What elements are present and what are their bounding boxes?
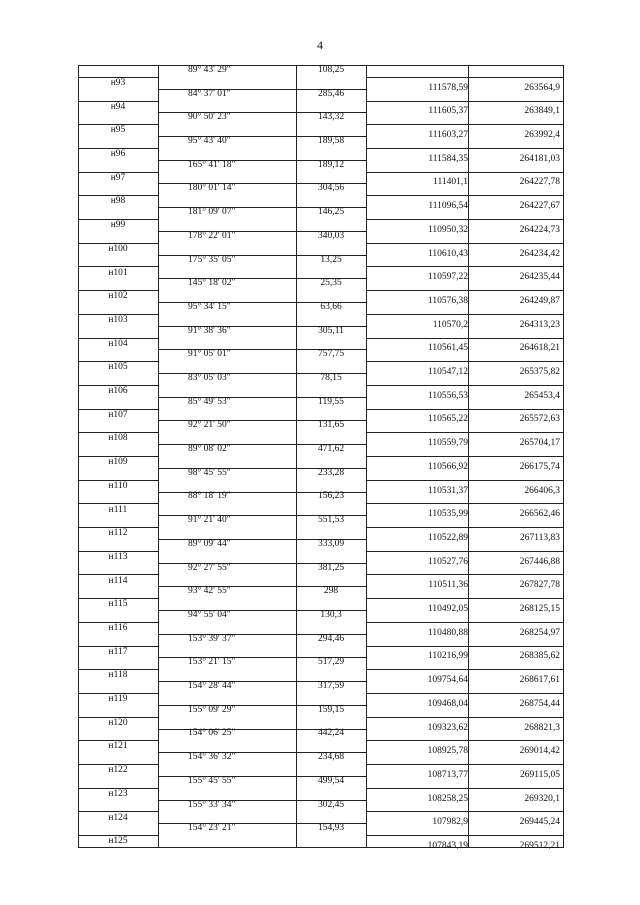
point-y: 264181,03 — [519, 154, 560, 164]
row-border — [366, 598, 564, 599]
point-name: н125 — [108, 836, 128, 846]
point-x: 110561,45 — [427, 343, 468, 353]
segment-distance: 302,45 — [317, 800, 345, 810]
point-name: н107 — [108, 410, 128, 420]
segment-angle: 84° 37' 01" — [188, 89, 231, 99]
point-y: 268821,3 — [524, 723, 560, 733]
row-border — [78, 811, 159, 812]
point-name: н96 — [110, 149, 126, 159]
point-y: 264249,87 — [519, 296, 560, 306]
point-x: 111605,37 — [428, 106, 468, 116]
segment-distance: 154,93 — [317, 823, 345, 833]
segment-distance: 757,75 — [317, 349, 345, 359]
point-y: 264227,78 — [519, 177, 560, 187]
segment-angle: 91° 38' 36" — [188, 326, 231, 336]
segment-angle: 154° 23' 21" — [188, 823, 236, 833]
segment-distance: 233,28 — [317, 468, 345, 478]
segment-angle: 181° 09' 07" — [188, 207, 236, 217]
segment-distance: 442,24 — [317, 728, 345, 738]
coordinates-table — [78, 65, 564, 851]
point-y: 264235,44 — [519, 272, 560, 282]
point-y: 269014,42 — [519, 746, 560, 756]
point-x: 110535,99 — [427, 509, 468, 519]
point-name: н109 — [108, 457, 128, 467]
segment-angle: 85° 49' 53" — [188, 397, 231, 407]
segment-distance: 471,62 — [317, 444, 345, 454]
point-x: 110610,43 — [427, 249, 468, 259]
point-y: 263564,9 — [524, 83, 560, 93]
row-border — [366, 740, 564, 741]
point-x: 109323,62 — [427, 723, 468, 733]
segment-distance: 130,3 — [320, 610, 342, 620]
point-name: н98 — [110, 196, 126, 206]
segment-distance: 333,09 — [317, 539, 345, 549]
point-name: н105 — [108, 362, 128, 372]
row-border — [366, 835, 564, 836]
point-name: н93 — [110, 78, 126, 88]
segment-angle: 153° 21' 15" — [188, 657, 236, 667]
segment-distance: 234,68 — [317, 752, 345, 762]
segment-distance: 499,54 — [317, 776, 345, 786]
point-name: н103 — [108, 315, 128, 325]
point-name: н99 — [110, 220, 126, 230]
point-y: 264618,21 — [519, 343, 560, 353]
point-name: н100 — [108, 244, 128, 254]
segment-distance: 146,25 — [317, 207, 345, 217]
point-name: н121 — [108, 741, 128, 751]
point-x: 111603,27 — [428, 130, 468, 140]
segment-angle: 145° 18' 02" — [188, 278, 236, 288]
point-name: н123 — [108, 789, 128, 799]
point-x: 110511,36 — [428, 580, 468, 590]
point-y: 268754,44 — [519, 699, 560, 709]
row-border — [366, 266, 564, 267]
segment-distance: 517,29 — [317, 657, 345, 667]
point-x: 111401,1 — [433, 177, 468, 187]
segment-angle: 89° 43' 29" — [188, 65, 231, 75]
point-y: 266562,46 — [519, 509, 560, 519]
point-y: 269115,05 — [519, 770, 560, 780]
segment-angle: 83° 05' 03" — [188, 373, 231, 383]
segment-angle: 91° 21' 40" — [188, 515, 231, 525]
segment-angle: 89° 08' 02" — [188, 444, 231, 454]
row-border — [78, 574, 159, 575]
point-x: 109468,04 — [427, 699, 468, 709]
row-border — [366, 622, 564, 623]
point-y: 265572,63 — [519, 414, 560, 424]
segment-angle: 95° 43' 40" — [188, 136, 231, 146]
segment-distance: 340,03 — [317, 231, 345, 241]
point-name: н111 — [108, 505, 128, 515]
point-y: 268385,62 — [519, 651, 560, 661]
point-y: 265453,4 — [524, 391, 560, 401]
segment-angle: 91° 05' 01" — [188, 349, 231, 359]
segment-distance: 131,65 — [317, 420, 345, 430]
point-x: 111584,35 — [428, 154, 468, 164]
segment-distance: 189,58 — [317, 136, 345, 146]
point-name: н124 — [108, 813, 128, 823]
segment-distance: 551,53 — [317, 515, 345, 525]
segment-angle: 98° 45' 55" — [188, 468, 231, 478]
point-x: 110492,05 — [427, 604, 468, 614]
point-name: н94 — [110, 102, 126, 112]
segment-angle: 178° 22' 01" — [188, 231, 236, 241]
row-border — [366, 646, 564, 647]
point-x: 110547,12 — [427, 367, 468, 377]
row-border — [366, 409, 564, 410]
point-name: н116 — [108, 623, 128, 633]
row-border — [366, 101, 564, 102]
point-name: н114 — [108, 576, 128, 586]
point-x: 110565,22 — [427, 414, 468, 424]
point-name: н101 — [108, 268, 128, 278]
point-name: н108 — [108, 433, 128, 443]
segment-angle: 92° 21' 50" — [188, 420, 231, 430]
point-y: 269512,21 — [519, 841, 560, 851]
row-border — [366, 243, 564, 244]
point-x: 109754,64 — [427, 675, 468, 685]
row-border — [366, 361, 564, 362]
point-name: н118 — [108, 670, 128, 680]
segment-distance: 305,11 — [318, 326, 344, 336]
point-name: н119 — [108, 694, 128, 704]
row-border — [366, 195, 564, 196]
segment-distance: 294,46 — [317, 634, 345, 644]
row-border — [366, 338, 564, 339]
row-border — [366, 314, 564, 315]
page-number: 4 — [317, 38, 323, 52]
row-border — [366, 717, 564, 718]
row-border — [366, 503, 564, 504]
segment-angle: 155° 09' 29" — [188, 705, 236, 715]
segment-distance: 285,46 — [317, 89, 345, 99]
point-x: 108713,77 — [427, 770, 468, 780]
segment-distance: 13,25 — [320, 255, 342, 265]
point-y: 267113,83 — [519, 533, 560, 543]
point-x: 111096,54 — [428, 201, 468, 211]
point-name: н110 — [108, 481, 128, 491]
point-y: 267827,78 — [519, 580, 560, 590]
segment-angle: 89° 09' 44" — [188, 539, 231, 549]
row-border — [366, 290, 564, 291]
row-border — [366, 480, 564, 481]
point-x: 110556,53 — [427, 391, 468, 401]
point-x: 107843,19 — [427, 841, 468, 851]
row-border — [366, 811, 564, 812]
row-border — [366, 172, 564, 173]
segment-angle: 90° 50' 23" — [188, 112, 231, 122]
point-y: 265704,17 — [519, 438, 560, 448]
segment-angle: 154° 36' 32" — [188, 752, 236, 762]
point-x: 110522,89 — [427, 533, 468, 543]
point-x: 111578,59 — [428, 83, 468, 93]
point-y: 268617,61 — [519, 675, 560, 685]
segment-distance: 298 — [323, 586, 339, 596]
point-x: 110216,99 — [427, 651, 468, 661]
segment-angle: 175° 35' 05" — [188, 255, 236, 265]
point-x: 110950,32 — [427, 225, 468, 235]
segment-distance: 304,56 — [317, 183, 345, 193]
point-y: 269445,24 — [519, 817, 560, 827]
point-name: н120 — [108, 718, 128, 728]
point-x: 110597,22 — [427, 272, 468, 282]
segment-distance: 25,35 — [320, 278, 342, 288]
segment-distance: 143,32 — [317, 112, 345, 122]
point-name: н117 — [108, 647, 128, 657]
segment-distance: 317,59 — [317, 681, 345, 691]
point-name: н102 — [108, 291, 128, 301]
row-border — [366, 551, 564, 552]
row-border — [366, 456, 564, 457]
point-y: 267446,88 — [519, 557, 560, 567]
point-name: н122 — [108, 765, 128, 775]
row-border — [366, 669, 564, 670]
point-y: 264227,67 — [519, 201, 560, 211]
point-x: 110576,38 — [427, 296, 468, 306]
row-border — [366, 148, 564, 149]
point-y: 266406,3 — [524, 486, 560, 496]
point-name: н115 — [108, 599, 128, 609]
point-x: 107982,9 — [432, 817, 468, 827]
row-border — [366, 432, 564, 433]
row-border — [78, 266, 159, 267]
point-x: 108925,78 — [427, 746, 468, 756]
point-name: н106 — [108, 386, 128, 396]
row-border — [366, 693, 564, 694]
segment-distance: 159,15 — [317, 705, 345, 715]
point-y: 264313,23 — [519, 320, 560, 330]
point-y: 265375,82 — [519, 367, 560, 377]
point-name: н95 — [110, 125, 126, 135]
segment-angle: 180° 01' 14" — [188, 183, 236, 193]
segment-angle: 94° 55' 04" — [188, 610, 231, 620]
row-border — [366, 124, 564, 125]
point-y: 268254,97 — [519, 628, 560, 638]
point-x: 110570,2 — [432, 320, 468, 330]
point-y: 264224,73 — [519, 225, 560, 235]
segment-angle: 165° 41' 18" — [188, 160, 236, 170]
row-border — [366, 385, 564, 386]
segment-distance: 119,55 — [318, 397, 344, 407]
point-y: 268125,15 — [519, 604, 560, 614]
point-x: 110527,76 — [427, 557, 468, 567]
segment-angle: 88° 18' 19" — [188, 491, 231, 501]
point-name: н97 — [110, 173, 126, 183]
segment-angle: 155° 45' 55" — [188, 776, 236, 786]
segment-distance: 78,15 — [320, 373, 342, 383]
row-border — [366, 77, 564, 78]
point-x: 110566,92 — [427, 462, 468, 472]
segment-angle: 93° 42' 55" — [188, 586, 231, 596]
segment-distance: 381,25 — [317, 563, 345, 573]
segment-angle: 95° 34' 15" — [188, 302, 231, 312]
point-y: 266175,74 — [519, 462, 560, 472]
segment-angle: 155° 33' 34" — [188, 800, 236, 810]
row-border — [366, 219, 564, 220]
point-y: 264234,42 — [519, 249, 560, 259]
row-border — [366, 574, 564, 575]
segment-angle: 154° 28' 44" — [188, 681, 236, 691]
segment-angle: 154° 06' 25" — [188, 728, 236, 738]
row-border — [366, 788, 564, 789]
point-x: 110559,79 — [427, 438, 468, 448]
row-border — [78, 503, 159, 504]
point-y: 269320,1 — [524, 794, 560, 804]
point-name: н104 — [108, 339, 128, 349]
segment-distance: 156,23 — [317, 491, 345, 501]
point-name: н112 — [108, 528, 128, 538]
row-border — [366, 764, 564, 765]
row-border — [366, 527, 564, 528]
segment-distance: 108,25 — [317, 65, 345, 75]
point-y: 263992,4 — [524, 130, 560, 140]
segment-angle: 153° 39' 37" — [188, 634, 236, 644]
segment-angle: 92° 27' 55" — [188, 563, 231, 573]
point-name: н113 — [108, 552, 128, 562]
point-x: 110480,88 — [427, 628, 468, 638]
point-x: 110531,37 — [427, 486, 468, 496]
segment-distance: 63,66 — [320, 302, 342, 312]
point-x: 108258,25 — [427, 794, 468, 804]
segment-distance: 189,12 — [317, 160, 345, 170]
point-y: 263849,1 — [524, 106, 560, 116]
